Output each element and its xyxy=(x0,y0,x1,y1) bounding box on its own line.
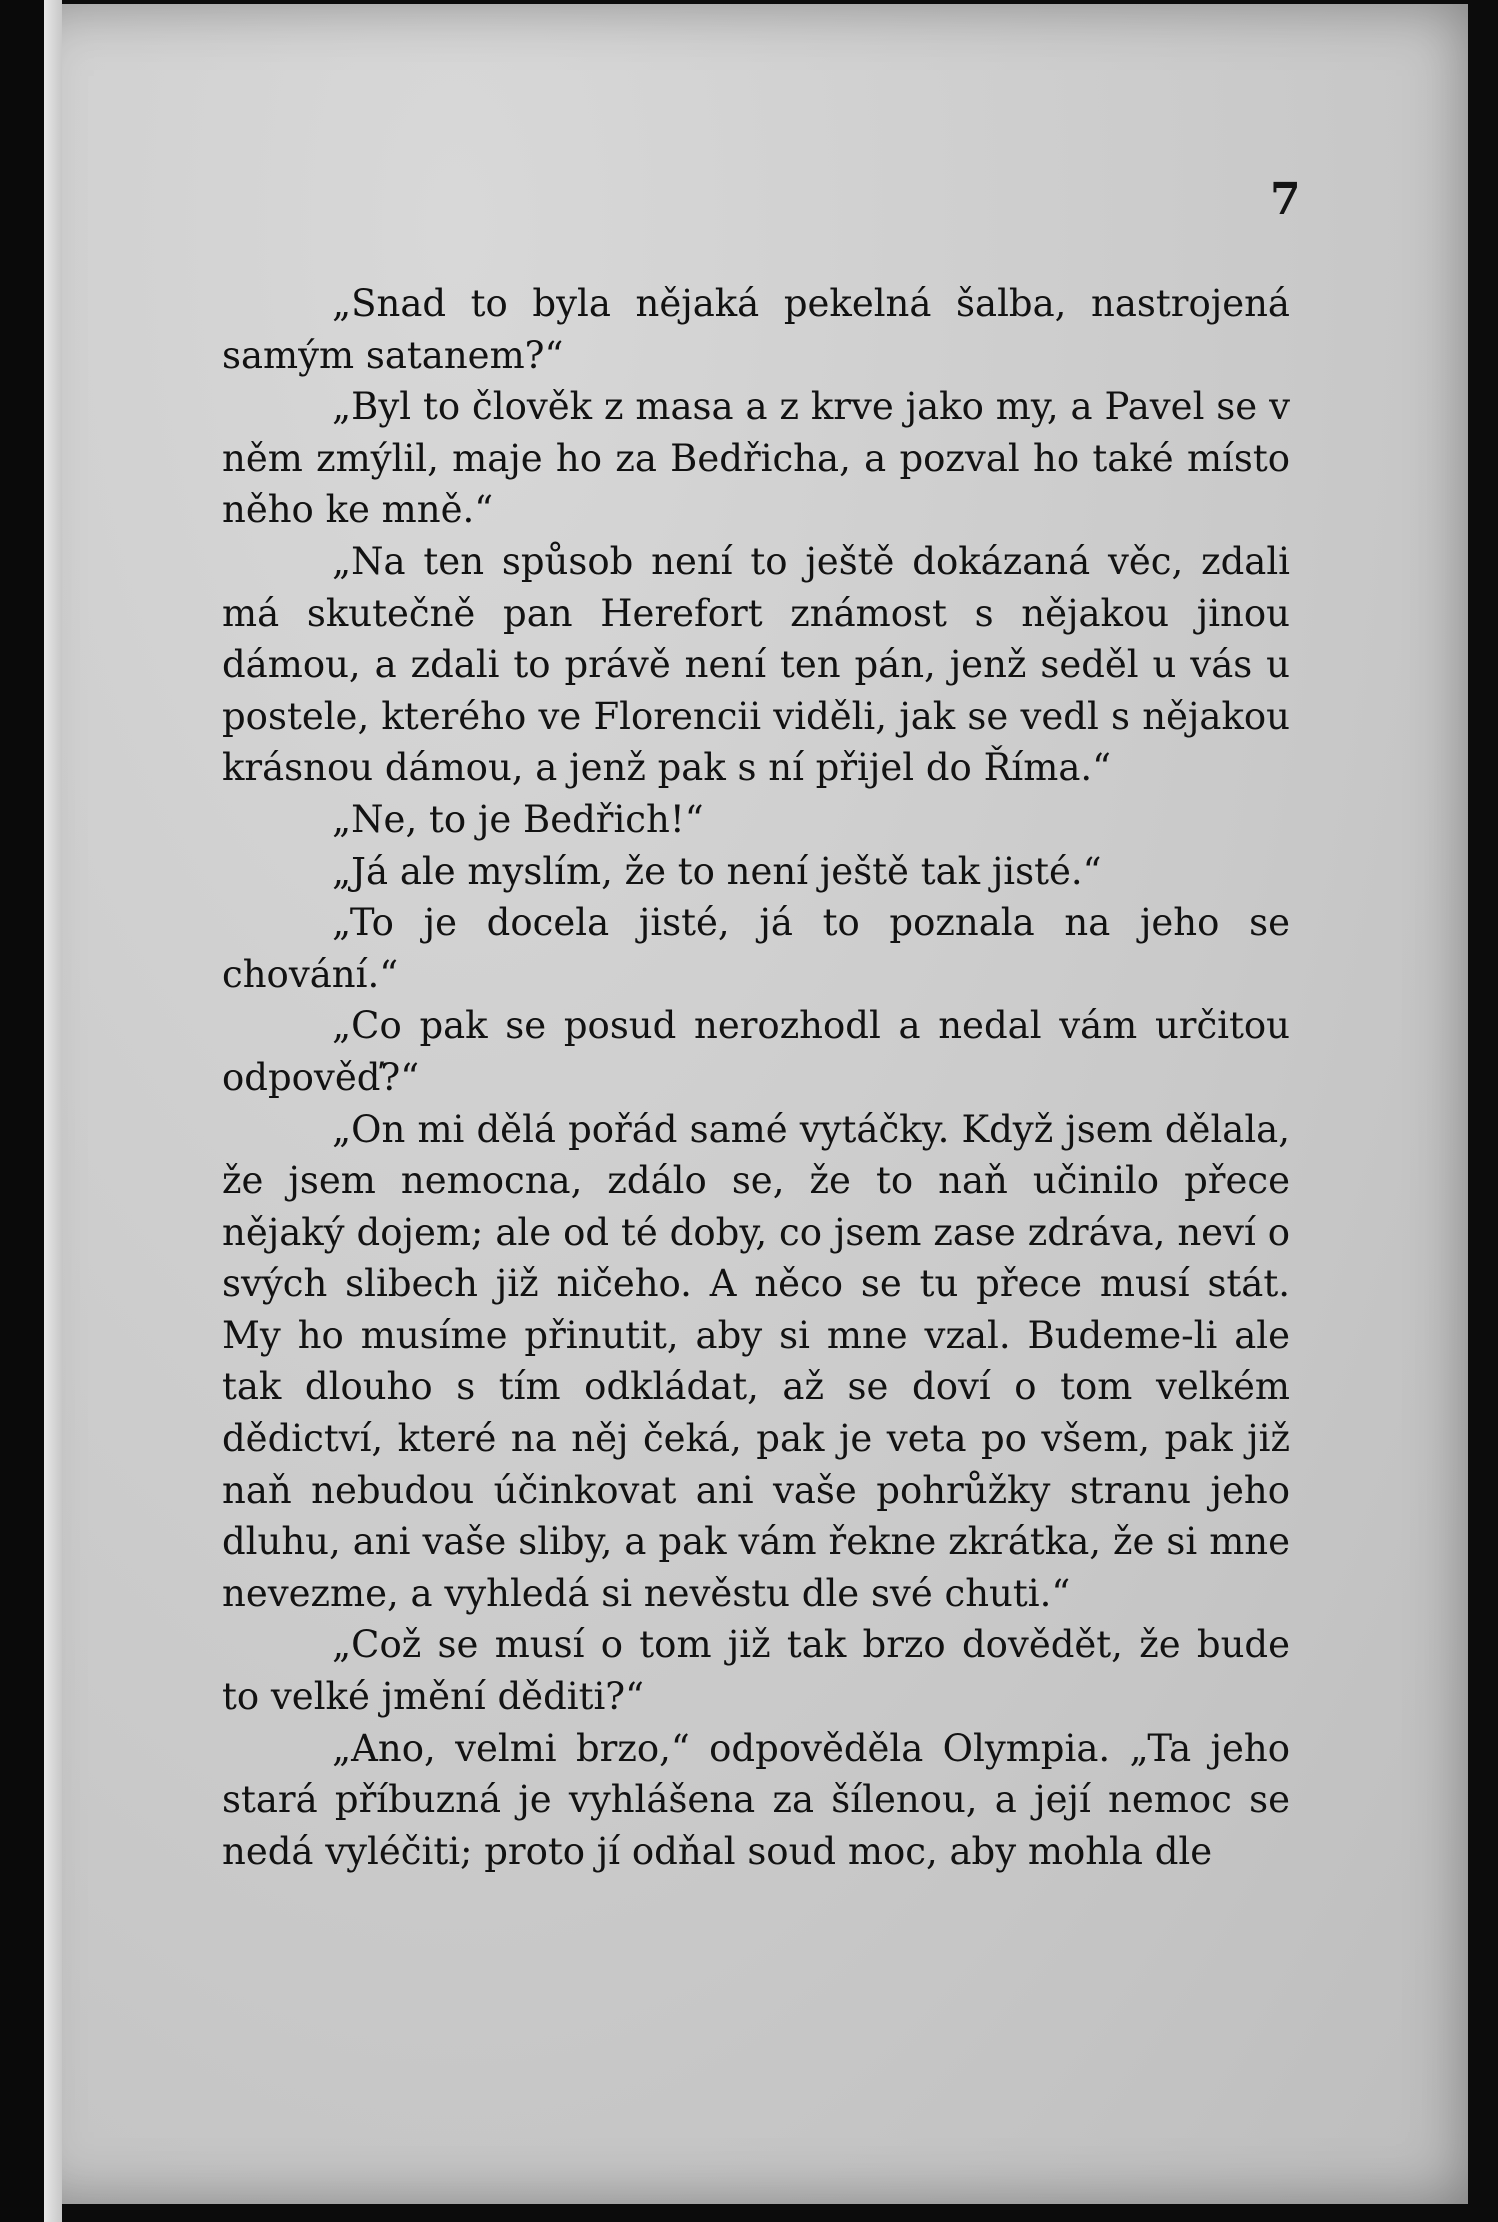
paragraph: „Což se musí o tom již tak brzo dovědět, že bude to velké jmění děditi?“ xyxy=(222,1623,1290,1719)
paragraph: „Ne, to je Bedřich!“ xyxy=(332,797,704,841)
paragraph: „Na ten spůsob není to ještě dokázaná věc, zdali má skutečně pan Herefort známost s nějakou jinou dámou, a zdali to právě není ten pán, jenž seděl u vás u postele, kterého ve Florencii viděli, jak se vedl s nějakou krásnou dámou, a jenž pak s ní přijel do Říma.“ xyxy=(222,539,1290,790)
paragraph: „Já ale myslím, že to není ještě tak jisté.“ xyxy=(332,849,1102,893)
page-number: 7 xyxy=(1270,174,1301,225)
paragraph: „On mi dělá pořád samé vytáčky. Když jsem dělala, že jsem nemocna, zdálo se, že to naň učinilo přece nějaký dojem; ale od té doby, co jsem zase zdráva, neví o svých slibech již ničeho. A něco se tu přece musí stát. My ho musíme přinutit, aby si mne vzal. Budeme-li ale tak dlouho s tím odkládat, až se doví o tom velkém dědictví, které na něj čeká, pak je veta po všem, pak již naň nebudou účinkovat ani vaše pohrůžky stranu jeho dluhu, ani vaše sliby, a pak vám řekne zkrátka, že si mne nevezme, a vyhledá si nevěstu dle své chuti.“ xyxy=(222,1107,1290,1615)
paragraph: „Snad to byla nějaká pekelná šalba, nastrojená samým satanem?“ xyxy=(222,282,1290,377)
paragraph: „To je docela jisté, já to poznala na jeho se chování.“ xyxy=(222,901,1290,996)
paragraph: „Co pak se posud nerozhodl a nedal vám určitou odpověď?“ xyxy=(222,1004,1290,1099)
paragraph: „Byl to člověk z masa a z krve jako my, a Pavel se v něm zmýlil, maje ho za Bedřicha, a pozval ho také místo něho ke mně.“ xyxy=(222,385,1290,532)
scan-border-left xyxy=(0,0,44,2222)
body-text xyxy=(222,278,1290,1877)
page-gutter xyxy=(44,0,62,2222)
paragraph: „Ano, velmi brzo,“ odpověděla Olympia. „Ta jeho stará příbuzná je vyhlášena za šílenou, a její nemoc se nedá vyléčiti; proto jí odňal soud moc, aby mohla dle xyxy=(222,1726,1290,1873)
